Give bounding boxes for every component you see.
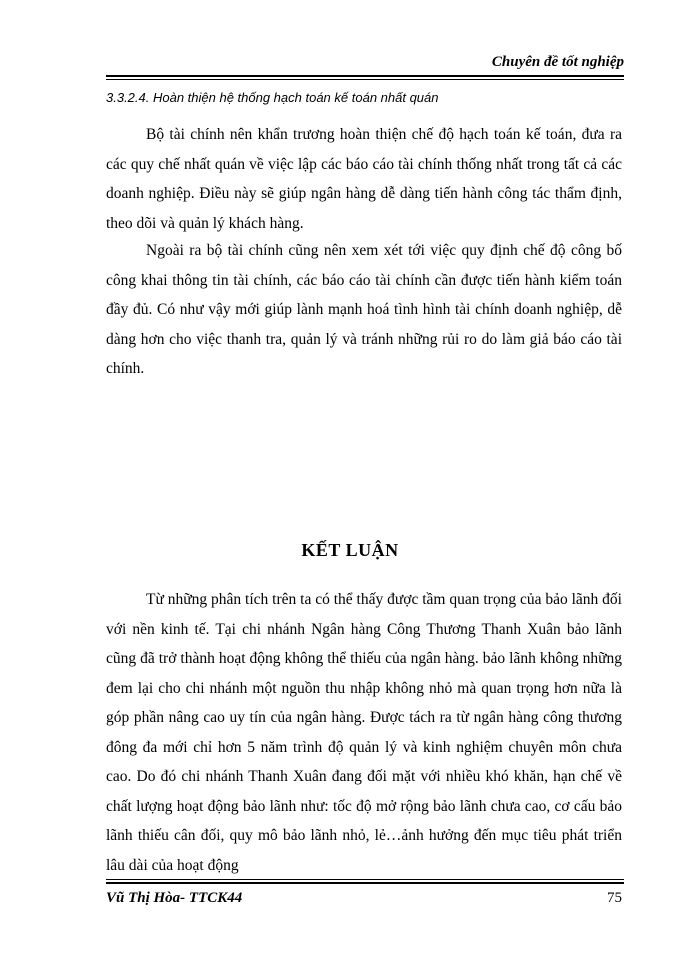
header-title: Chuyên đề tốt nghiệp — [491, 54, 624, 70]
header-rule-thin — [106, 79, 624, 80]
footer-rule-thin — [106, 879, 624, 880]
header-rule-thick — [106, 75, 624, 77]
section-paragraph-2: Ngoài ra bộ tài chính cũng nên xem xét tới việc quy định chế độ công bố công khai thông tin tài chính, các báo cáo tài chính cần được tiến hành kiểm toán đầy đủ. Có như vậy mới giúp lành mạnh hoá tình hình tài chính doanh nghiệp, dễ dàng hơn cho việc thanh tra, quản lý và tránh những rủi ro do làm giả báo cáo tài chính. — [106, 242, 622, 377]
footer-rule-thick — [106, 882, 624, 884]
section-paragraph-1: Bộ tài chính nên khẩn trương hoàn thiện chế độ hạch toán kế toán, đưa ra các quy chế nhất quán về việc lập các báo cáo tài chính thống nhất trong tất cả các doanh nghiệp. Điều này sẽ giúp ngân hàng dễ dàng tiến hành công tác thẩm định, theo dõi và quản lý khách hàng. — [106, 126, 622, 232]
conclusion-paragraph: Từ những phân tích trên ta có thể thấy được tầm quan trọng của bảo lãnh đối với nền kinh tế. Tại chi nhánh Ngân hàng Công Thương Thanh Xuân bảo lãnh cũng đã trở thành hoạt động không thể thiếu của ngân hàng. bảo lãnh không những đem lại cho chi nhánh một nguồn thu nhập không nhỏ mà quan trọng hơn nữa là góp phần nâng cao uy tín của ngân hàng. Được tách ra từ ngân hàng công thương đông đa mới chỉ hơn 5 năm trình độ quản lý và kinh nghiệm chuyên môn chưa cao. Do đó chi nhánh Thanh Xuân đang đối mặt với nhiều khó khăn, hạn chế về chất lượng hoạt động bảo lãnh như: tốc độ mở rộng bảo lãnh chưa cao, cơ cấu bảo lãnh thiếu cân đối, quy mô bảo lãnh nhỏ, lẻ…ảnh hưởng đến mục tiêu phát triển lâu dài của hoạt động — [106, 591, 622, 874]
page-number: 75 — [607, 890, 622, 906]
conclusion-title: KẾT LUẬN — [301, 540, 399, 560]
section-heading: 3.3.2.4. Hoàn thiện hệ thống hạch toán kế toán nhất quán — [106, 90, 439, 105]
footer-author: Vũ Thị Hòa- TTCK44 — [106, 890, 243, 906]
